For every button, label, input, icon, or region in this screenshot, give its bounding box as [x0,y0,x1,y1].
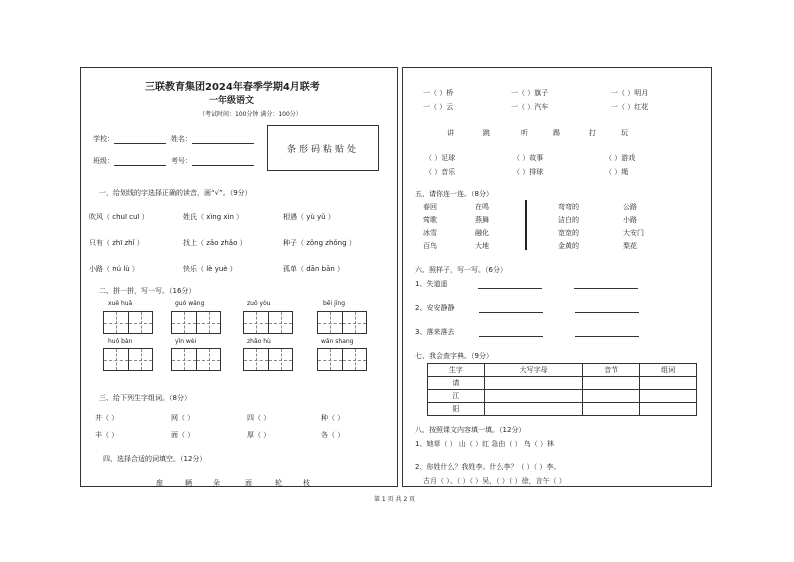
q7-heading: 七、我会查字典。（9分） [415,352,493,360]
pinyin-label: zuǒ yòu [247,300,271,307]
q3-heading: 三、给下列生字组词。（8分） [99,394,191,402]
q4-heading: 四、选择合适的词填空。（12分） [103,455,207,463]
table-cell-blank[interactable] [640,377,697,390]
q1-item: 姓氏（ xìng xìn ） [183,213,244,221]
pinyin-label: guó wáng [175,300,205,307]
table-row [428,377,697,390]
q3-item: 厚（ ） [247,431,271,439]
table-row [428,390,697,403]
left-page [80,67,398,487]
writing-grid[interactable] [317,311,367,334]
writing-grid[interactable] [171,348,221,371]
q1-item: 种子（ zǒng zhǒng ） [283,239,356,247]
pinyin-label: wǎn shang [321,338,354,345]
measure-item: 一（ ）汽车 [511,103,549,111]
q1-item: 孤单（ dān bān ） [283,265,345,273]
q8-line: 2、你姓什么？我姓李。什么李？（ ）（ ）李。 [415,463,561,471]
q3-item: 丰（ ） [95,431,119,439]
writing-grid[interactable] [103,311,153,334]
writing-grid[interactable] [243,348,293,371]
q6-heading: 六、照样子，写一写。（6分） [415,266,507,274]
q4-choice: 枝 [303,479,310,487]
verb-blank: （ ）音乐 [425,168,456,176]
table-cell-blank[interactable] [583,390,640,403]
verb-blank: （ ）游戏 [605,154,636,162]
writing-grid[interactable] [171,311,221,334]
q3-item: 各（ ） [321,431,345,439]
q6-item[interactable]: 2、安安静静 [415,303,639,313]
q3-item: 井（ ） [95,414,119,422]
match-word[interactable]: 弯弯的 [558,203,579,211]
school-field[interactable]: 学校： [93,134,166,144]
verb-choice: 打 [589,129,596,137]
q5-heading: 五、请你连一连。（8分） [415,190,493,198]
verb-blank: （ ）绳 [605,168,629,176]
page-number: 第 1 页 共 2 页 [374,496,416,503]
table-row [428,403,697,416]
table-cell-blank[interactable] [640,390,697,403]
table-cell: 请 [428,377,485,390]
q4-choice: 轮 [275,479,282,487]
name-field[interactable]: 姓名： [171,134,254,144]
writing-grid[interactable] [103,348,153,371]
match-word[interactable]: 冰雪 [423,229,437,237]
q6-item[interactable]: 3、落来落去 [415,327,639,337]
pinyin-label: yǐn wèi [175,338,197,345]
verb-choice: 踢 [553,129,560,137]
q4-choice: 辆 [185,479,192,487]
match-word[interactable]: 在鸣 [475,203,489,211]
verb-choice: 玩 [621,129,628,137]
q4-choice: 朵 [213,479,220,487]
pinyin-label: xuě huā [108,300,133,307]
table-header: 音节 [583,364,640,377]
table-cell-blank[interactable] [583,377,640,390]
verb-choice: 听 [521,129,528,137]
dictionary-table [427,363,697,416]
barcode-box: 条形码粘贴处 [267,125,379,171]
table-cell: 阳 [428,403,485,416]
match-word[interactable]: 梨花 [623,242,637,250]
match-word[interactable]: 宽宽的 [558,229,579,237]
writing-grid[interactable] [243,311,293,334]
pinyin-label: bēi jīng [323,300,346,307]
q6-item[interactable]: 1、失道遥 [415,279,638,289]
exam-title: 三联教育集团2024年春季学期4月联考 [145,82,320,93]
measure-item: 一（ ）桥 [423,89,454,97]
pinyin-label: zhǎo hù [247,338,271,345]
q1-item: 只有（ zhī zhǐ ） [89,239,144,247]
q1-item: 吹风（ chuī cuī ） [89,213,149,221]
verb-choice: 讲 [447,129,454,137]
measure-item: 一（ ）旗子 [511,89,549,97]
q1-heading: 一、给划线的字选择正确的读音，画“√”。（9分） [99,189,252,197]
measure-item: 一（ ）云 [423,103,454,111]
q1-item: 相遇（ yù yǔ ） [283,213,335,221]
match-word[interactable]: 大安门 [623,229,644,237]
match-word[interactable]: 融化 [475,229,489,237]
match-word[interactable]: 莺歌 [423,216,437,224]
table-cell: 江 [428,390,485,403]
q3-item: 网（ ） [171,414,195,422]
subject-title: 一年级语文 [209,96,255,106]
match-word[interactable]: 大地 [475,242,489,250]
match-word[interactable]: 燕舞 [475,216,489,224]
match-word[interactable]: 金黄的 [558,242,579,250]
separator-line [525,200,527,250]
q1-item: 找上（ zǎo zhǎo ） [183,239,247,247]
match-word[interactable]: 春回 [423,203,437,211]
q8-line: 古月（ ）、（ ）（ ）吴，（ ）（ ）徐，言午（ ） [423,477,566,485]
exam-info: （考试时间：100分钟 满分：100分） [199,111,302,118]
table-cell-blank[interactable] [640,403,697,416]
verb-blank: （ ）足球 [425,154,456,162]
table-header: 大写字母 [484,364,583,377]
q4-choice: 面 [245,479,252,487]
measure-item: 一（ ）红花 [611,103,649,111]
pinyin-label: huǒ bàn [108,338,133,345]
match-word[interactable]: 洁白的 [558,216,579,224]
id-field[interactable]: 考号： [171,156,254,166]
q3-item: 种（ ） [321,414,345,422]
q8-line: 1、她草（ ） 山（ ）红 急由（ ） 鸟（ ）林 [415,440,555,448]
measure-item: 一（ ）明月 [611,89,649,97]
verb-blank: （ ）故事 [513,154,544,162]
verb-choice: 跳 [483,129,490,137]
match-word[interactable]: 公路 [623,203,637,211]
q1-item: 小路（ nú lù ） [89,265,139,273]
table-header: 组词 [640,364,697,377]
q3-item: 面（ ） [171,431,195,439]
table-cell-blank[interactable] [484,390,583,403]
match-word[interactable]: 小路 [623,216,637,224]
table-header-row [428,364,697,377]
table-cell-blank[interactable] [484,377,583,390]
q4-choice: 座 [156,479,163,487]
table-cell-blank[interactable] [484,403,583,416]
q3-item: 四（ ） [247,414,271,422]
right-page [402,67,712,487]
writing-grid[interactable] [317,348,367,371]
table-header: 生字 [428,364,485,377]
match-word[interactable]: 百鸟 [423,242,437,250]
table-cell-blank[interactable] [583,403,640,416]
q8-heading: 八、按照课文内容填一填。（12分） [415,426,526,434]
q1-item: 快乐（ lè yuè ） [183,265,237,273]
verb-blank: （ ）排球 [513,168,544,176]
class-field[interactable]: 班级： [93,156,166,166]
q2-heading: 二、拼一拼，写一写。（16分） [99,287,196,295]
